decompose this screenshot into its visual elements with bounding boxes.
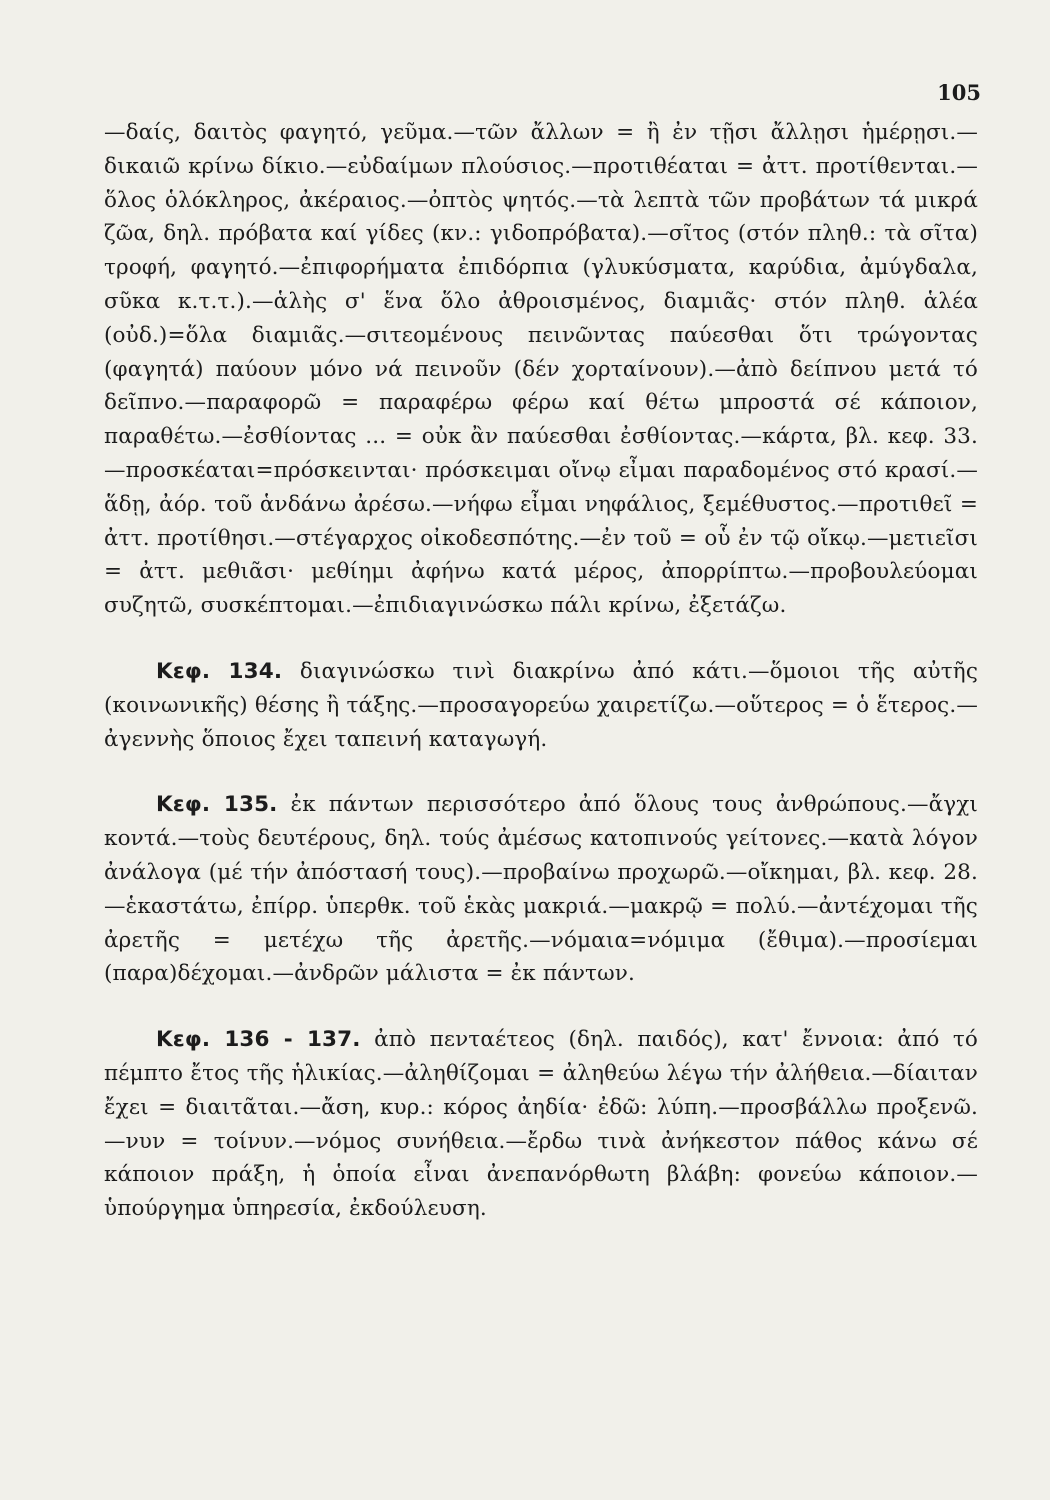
- paragraph-continuation: [104, 116, 978, 623]
- paragraph-text: —δαίς, δαιτὸς φαγητό, γεῦμα.—τῶν ἄλλων = ἢ ἐν τῇσι ἄλλῃσι ἡμέρῃσι.—δικαιῶ κρίνω δίκιο.—εὐδαίμων πλούσιος.—προτιθέαται = ἀττ. προτίθενται.—ὅλος ὁλόκληρος, ἀκέραιος.—ὀπτὸς ψητός.—τὰ λεπτὰ τῶν προβάτων τά μικρά ζῶα, δηλ. πρόβατα καί γίδες (κν.: γιδοπρόβατα).—σῖτος (στόν πληθ.: τὰ σῖτα) τροφή, φαγητό.—ἐπιφορήματα ἐπιδόρπια (γλυκύσματα, καρύδια, ἀμύγδαλα, σῦκα κ.τ.τ.).—ἁλὴς σ' ἕνα ὅλο ἀθροισμένος, διαμιᾶς· στόν πληθ. ἁλέα (οὐδ.)=ὅλα διαμιᾶς.—σιτεομένους πεινῶντας παύεσθαι ὅτι τρώγοντας (φαγητά) παύουν μόνο νά πεινοῦν (δέν χορταίνουν).—ἀπὸ δείπνου μετά τό δεῖπνο.—παραφορῶ = παραφέρω φέρω καί θέτω μπροστά σέ κάποιον, παραθέτω.—ἐσθίοντας ... = οὐκ ἂν παύεσθαι ἐσθίοντας.—κάρτα, βλ. κεφ. 33.—προσκέαται=πρόσκεινται· πρόσκειμαι οἴνῳ εἶμαι παραδομένος στό κρασί.—ἅδῃ, ἀόρ. τοῦ ἁνδάνω ἀρέσω.—νήφω εἶμαι νηφάλιος, ξεμέθυστος.—προτιθεῖ = ἀττ. προτίθησι.—στέγαρχος οἰκοδεσπότης.—ἐν τοῦ = οὗ ἐν τῷ οἴκῳ.—μετιεῖσι = ἀττ. μεθιᾶσι· μεθίημι ἀφήνω κατά μέρος, ἀπορρίπτω.—προβουλεύομαι συζητῶ, συσκέπτομαι.—ἐπιδιαγινώσκω πάλι κρίνω, ἐξετάζω.: [104, 120, 978, 619]
- chapter-heading: Κεφ. 136 - 137.: [156, 1027, 361, 1053]
- chapter-heading: Κεφ. 135.: [156, 792, 278, 818]
- paragraph-chapter-134: [104, 655, 978, 756]
- paragraph-text: ἀπὸ πενταέτεος (δηλ. παιδός), κατ' ἔννοια: ἀπό τό πέμπτο ἔτος τῆς ἡλικίας.—ἀληθίζομαι = ἀληθεύω λέγω τήν ἀλήθεια.—δίαιταν ἔχει = διαιτᾶται.—ἄση, κυρ.: κόρος ἀηδία· ἐδῶ: λύπη.—προσβάλλω προξενῶ.—νυν = τοίνυν.—νόμος συνήθεια.—ἔρδω τινὰ ἀνήκεστον πάθος κάνω σέ κάποιον πράξη, ἡ ὁποία εἶναι ἀνεπανόρθωτη βλάβη: φονεύω κάποιον.—ὑπούργημα ὑπηρεσία, ἐκδούλευση.: [104, 1027, 979, 1222]
- chapter-heading: Κεφ. 134.: [156, 658, 283, 684]
- paragraph-chapter-135: [104, 788, 978, 991]
- paragraph-text: ἐκ πάντων περισσότερο ἀπό ὅλους τους ἀνθρώπους.—ἄγχι κοντά.—τοὺς δευτέρους, δηλ. τούς ἀμέσως κατοπινούς γείτονες.—κατὰ λόγον ἀνάλογα (μέ τήν ἀπόστασή τους).—προβαίνω προχωρῶ.—οἴκημαι, βλ. κεφ. 28.—ἑκαστάτω, ἐπίρρ. ὑπερθκ. τοῦ ἑκὰς μακριά.—μακρῷ = πολύ.—ἀντέχομαι τῆς ἀρετῆς = μετέχω τῆς ἀρετῆς.—νόμαια=νόμιμα (ἔθιμα).—προσίεμαι (παρα)δέχομαι.—ἀνδρῶν μάλιστα = ἐκ πάντων.: [104, 792, 979, 987]
- page-number: 105: [937, 80, 981, 105]
- commentary-text: [104, 116, 978, 1226]
- paragraph-text: διαγινώσκω τινὶ διακρίνω ἀπό κάτι.—ὅμοιοι τῆς αὐτῆς (κοινωνικῆς) θέσης ἢ τάξης.—προσαγορεύω χαιρετίζω.—οὕτερος = ὁ ἕτερος.—ἀγεννὴς ὅποιος ἔχει ταπεινή καταγωγή.: [104, 658, 979, 752]
- paragraph-chapter-136-137: [104, 1023, 978, 1226]
